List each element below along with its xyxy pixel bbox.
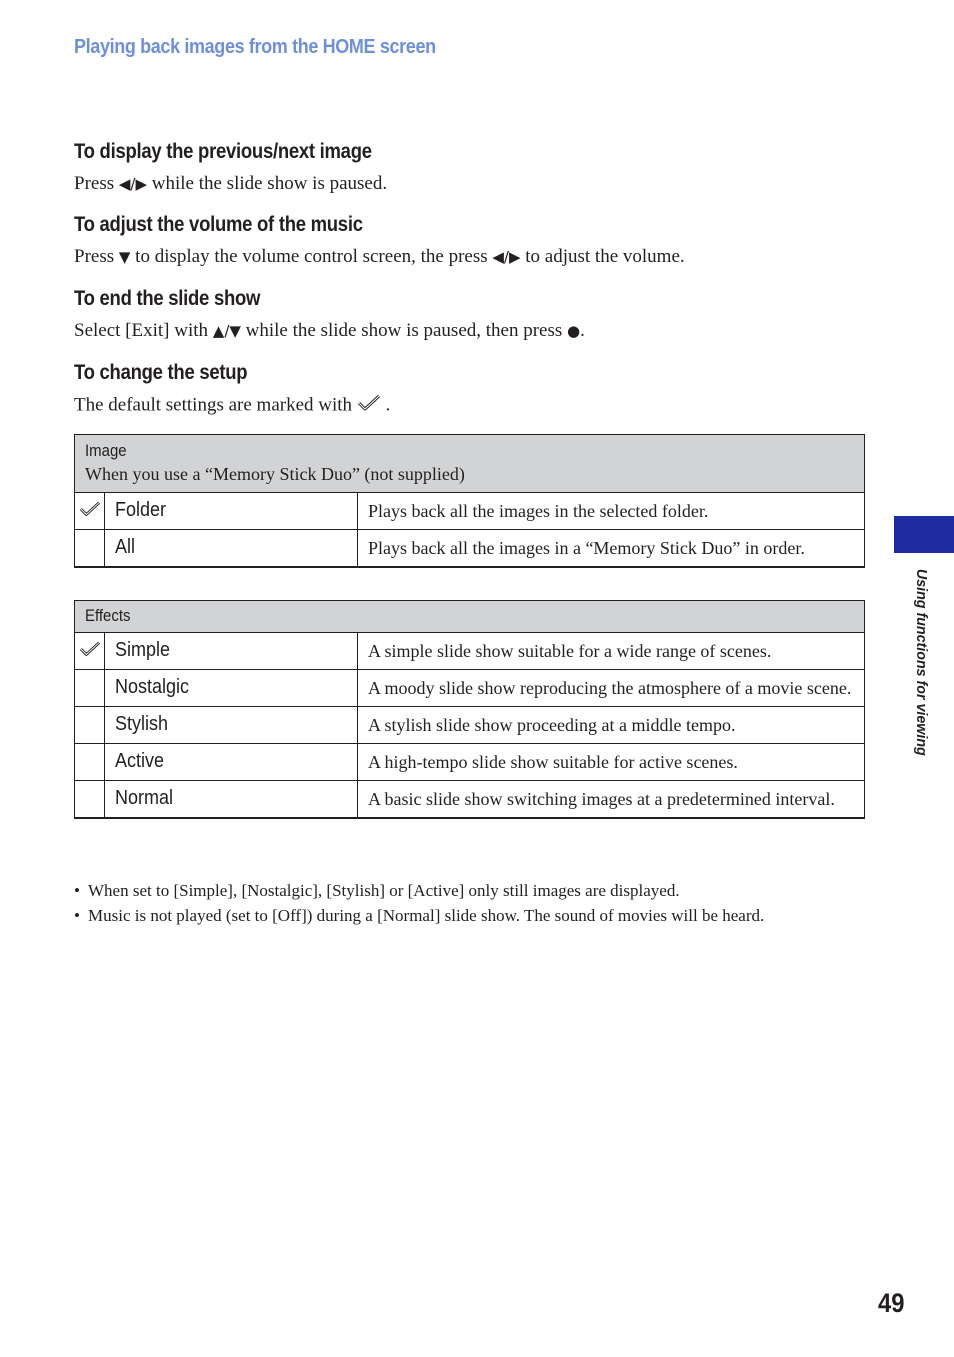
text-part: to display the volume control screen, the press <box>130 246 493 267</box>
option-name-text: Folder <box>115 499 167 521</box>
text-part: Press <box>74 173 119 194</box>
option-name-text: All <box>115 536 136 558</box>
section-title: To display the previous/next image <box>74 140 372 163</box>
checkmark-icon <box>79 645 101 662</box>
option-name <box>105 670 358 707</box>
table-row <box>75 633 865 670</box>
chapter-side-tab <box>894 516 954 553</box>
table-row <box>75 493 865 530</box>
page-header-title: Playing back images from the HOME screen <box>74 36 436 58</box>
default-mark-cell <box>75 707 105 744</box>
table-header <box>75 435 865 493</box>
option-name-text: Simple <box>115 639 171 661</box>
option-description: Plays back all the images in the selected folder. <box>358 493 865 530</box>
checkmark-icon <box>79 505 101 522</box>
option-description: A stylish slide show proceeding at a middle tempo. <box>358 707 865 744</box>
table-row <box>75 781 865 819</box>
section-change-setup <box>74 361 390 418</box>
option-name-text: Nostalgic <box>115 676 190 698</box>
table-title: Effects <box>85 606 131 625</box>
option-description: A simple slide show suitable for a wide range of scenes. <box>358 633 865 670</box>
effects-options-table <box>74 600 865 819</box>
section-title: To end the slide show <box>74 287 261 310</box>
left-right-arrows-icon: ◀/▶ <box>118 175 147 193</box>
chapter-side-label: Using functions for viewing <box>913 568 930 756</box>
option-name <box>105 781 358 819</box>
text-part: . <box>580 320 585 341</box>
notes-list <box>74 878 764 928</box>
option-name <box>105 707 358 744</box>
text-part: to adjust the volume. <box>520 246 685 267</box>
option-description: A high-tempo slide show suitable for active scenes. <box>358 744 865 781</box>
default-mark-cell <box>75 530 105 568</box>
table-row <box>75 670 865 707</box>
table-title: Image <box>85 441 127 460</box>
option-name <box>105 493 358 530</box>
text-part: Select [Exit] with <box>74 320 213 341</box>
section-text <box>74 320 585 342</box>
option-name <box>105 633 358 670</box>
option-name <box>105 744 358 781</box>
text-part: Press <box>74 246 119 267</box>
bullet-icon: • <box>74 881 80 900</box>
table-row <box>75 744 865 781</box>
section-previous-next <box>74 140 412 195</box>
default-mark-cell <box>75 670 105 707</box>
section-title: To adjust the volume of the music <box>74 213 363 236</box>
note-text: Music is not played (set to [Off]) during a [Normal] slide show. The sound of movies will be heard. <box>88 906 765 925</box>
section-text <box>74 246 685 268</box>
text-part: . <box>380 394 391 416</box>
default-mark-cell <box>75 633 105 670</box>
image-options-table <box>74 434 865 568</box>
section-end-slideshow <box>74 287 585 342</box>
default-mark-cell <box>75 493 105 530</box>
table-row <box>75 707 865 744</box>
list-item <box>74 878 764 903</box>
section-volume <box>74 213 685 268</box>
default-mark-cell <box>75 744 105 781</box>
down-arrow-icon: ▼ <box>118 248 131 266</box>
table-header-cell <box>75 601 865 633</box>
left-right-arrows-icon: ◀/▶ <box>492 248 521 266</box>
table-subtitle: When you use a “Memory Stick Duo” (not supplied) <box>85 464 465 484</box>
center-button-icon: ● <box>567 322 581 340</box>
option-name <box>105 530 358 568</box>
checkmark-icon <box>357 394 381 418</box>
bullet-icon: • <box>74 906 80 925</box>
table-header <box>75 601 865 633</box>
section-text <box>74 173 412 195</box>
text-part: while the slide show is paused, then press <box>240 320 568 341</box>
option-name-text: Active <box>115 750 165 772</box>
text-part: The default settings are marked with <box>74 394 357 416</box>
section-title: To change the setup <box>74 361 248 384</box>
default-mark-cell <box>75 781 105 819</box>
option-description: A moody slide show reproducing the atmosphere of a movie scene. <box>358 670 865 707</box>
option-name-text: Normal <box>115 787 174 809</box>
list-item <box>74 903 764 928</box>
section-text <box>74 394 390 418</box>
text-part: while the slide show is paused. <box>147 173 388 194</box>
option-description: A basic slide show switching images at a predetermined interval. <box>358 781 865 819</box>
note-text: When set to [Simple], [Nostalgic], [Stylish] or [Active] only still images are displayed. <box>88 881 680 900</box>
option-description: Plays back all the images in a “Memory Stick Duo” in order. <box>358 530 865 568</box>
option-name-text: Stylish <box>115 713 169 735</box>
table-header-cell <box>75 435 865 493</box>
table-row <box>75 530 865 568</box>
up-down-arrows-icon: ▲/▼ <box>212 322 241 340</box>
page-number: 49 <box>878 1288 905 1318</box>
